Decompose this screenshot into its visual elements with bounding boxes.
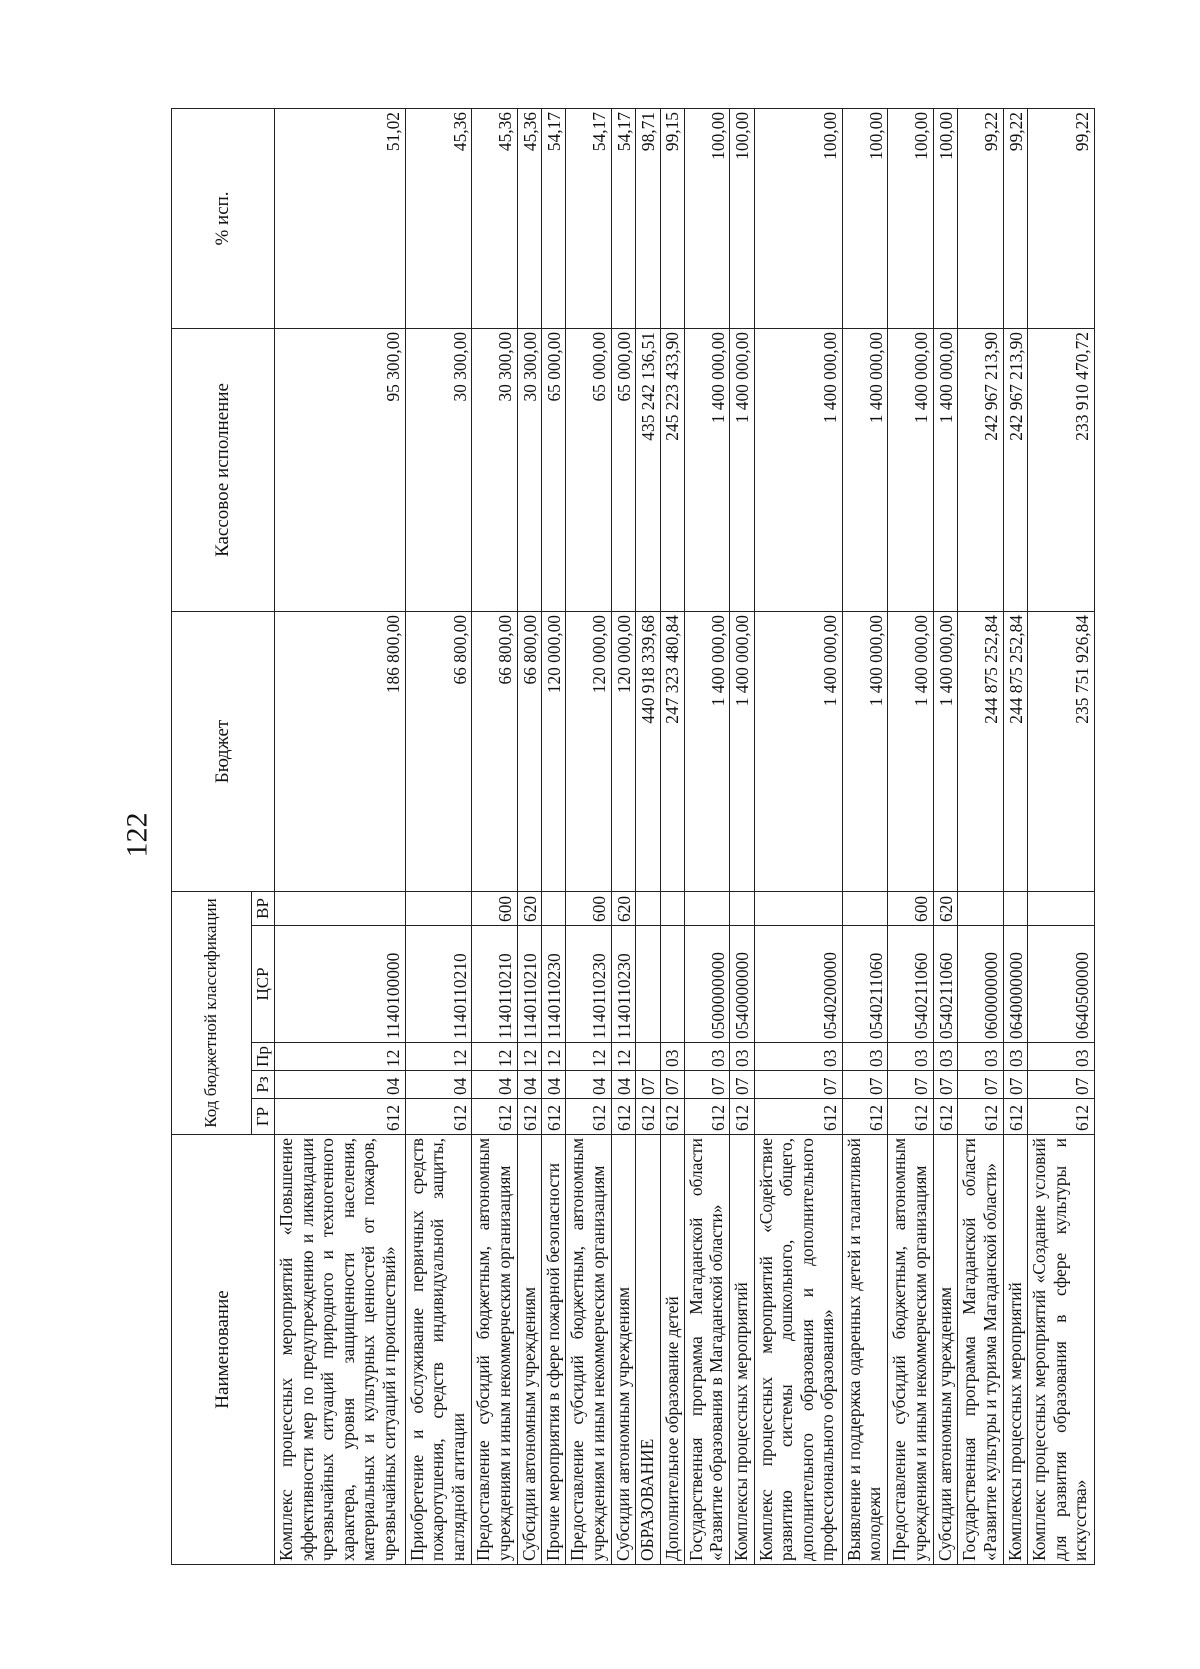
row-vr: 620 <box>933 891 957 925</box>
row-rz: 07 <box>958 1071 1004 1099</box>
row-pr: 03 <box>660 1043 684 1071</box>
row-rz: 07 <box>1003 1071 1027 1099</box>
row-pct: 54,17 <box>542 108 566 328</box>
row-vr <box>660 891 684 925</box>
row-rz: 07 <box>660 1071 684 1099</box>
table-row <box>566 108 612 1564</box>
table-row <box>754 108 842 1564</box>
row-rz: 04 <box>611 1071 635 1099</box>
row-gr: 612 <box>1028 1099 1095 1135</box>
row-name: Субсидии автономным учреждениям <box>611 1135 635 1565</box>
row-rz: 07 <box>842 1071 888 1099</box>
row-vr <box>958 891 1004 925</box>
row-gr: 612 <box>730 1099 754 1135</box>
row-csr: 0540200000 <box>754 926 842 1043</box>
row-cash: 435 242 136,51 <box>636 328 660 611</box>
row-name: Предоставление субсидий бюджетным, автономным учреждениям и иным некоммерческим организациям <box>888 1135 934 1565</box>
row-pct: 45,36 <box>405 108 472 328</box>
row-pr: 12 <box>405 1043 472 1071</box>
row-csr: 0540211060 <box>842 926 888 1043</box>
row-pr: 12 <box>611 1043 635 1071</box>
row-gr: 612 <box>958 1099 1004 1135</box>
row-budget: 186 800,00 <box>275 611 405 891</box>
header-budget: Бюджет <box>172 611 275 891</box>
row-pr: 12 <box>542 1043 566 1071</box>
header-vr: ВР <box>252 891 275 925</box>
row-vr <box>1003 891 1027 925</box>
table-row <box>1003 108 1027 1564</box>
row-pct: 100,00 <box>730 108 754 328</box>
table-row <box>958 108 1004 1564</box>
row-budget: 235 751 926,84 <box>1028 611 1095 891</box>
row-csr: 0640500000 <box>1028 926 1095 1043</box>
row-budget: 1 400 000,00 <box>842 611 888 891</box>
row-pct: 100,00 <box>888 108 934 328</box>
row-vr <box>754 891 842 925</box>
row-cash: 1 400 000,00 <box>888 328 934 611</box>
row-name: ОБРАЗОВАНИЕ <box>636 1135 660 1565</box>
row-name: Комплексы процессных мероприятий <box>730 1135 754 1565</box>
row-rz: 07 <box>730 1071 754 1099</box>
row-vr <box>405 891 472 925</box>
table-row <box>611 108 635 1564</box>
budget-execution-table <box>171 108 1095 1565</box>
row-budget: 1 400 000,00 <box>754 611 842 891</box>
row-cash: 233 910 470,72 <box>1028 328 1095 611</box>
row-pct: 99,22 <box>1003 108 1027 328</box>
row-cash: 1 400 000,00 <box>842 328 888 611</box>
row-pct: 99,15 <box>660 108 684 328</box>
header-name: Наименование <box>172 1135 275 1565</box>
row-gr: 612 <box>933 1099 957 1135</box>
row-csr: 0600000000 <box>958 926 1004 1043</box>
row-csr: 0640000000 <box>1003 926 1027 1043</box>
row-gr: 612 <box>636 1099 660 1135</box>
row-name: Приобретение и обслуживание первичных средств пожаротушения, средств индивидуальной защиты, наглядной агитации <box>405 1135 472 1565</box>
row-name: Комплекс процессных мероприятий «Содействие развитию системы дошкольного, общего, дополнительного образования и дополнительного профессионального образования» <box>754 1135 842 1565</box>
row-rz: 07 <box>933 1071 957 1099</box>
row-pr: 03 <box>958 1043 1004 1071</box>
row-vr: 620 <box>517 891 541 925</box>
row-cash: 1 400 000,00 <box>684 328 730 611</box>
row-vr: 620 <box>611 891 635 925</box>
row-budget: 244 875 252,84 <box>1003 611 1027 891</box>
header-cash: Кассовое исполнение <box>172 328 275 611</box>
row-vr <box>542 891 566 925</box>
row-cash: 30 300,00 <box>405 328 472 611</box>
row-rz: 07 <box>1028 1071 1095 1099</box>
row-gr: 612 <box>566 1099 612 1135</box>
row-budget: 1 400 000,00 <box>684 611 730 891</box>
row-pct: 99,22 <box>958 108 1004 328</box>
header-csr: ЦСР <box>252 926 275 1043</box>
header-code-group: Код бюджетной классификации <box>172 891 252 1134</box>
row-pr: 12 <box>566 1043 612 1071</box>
row-vr <box>1028 891 1095 925</box>
row-gr: 612 <box>405 1099 472 1135</box>
row-cash: 242 967 213,90 <box>1003 328 1027 611</box>
header-gr: ГР <box>252 1099 275 1135</box>
row-pct: 51,02 <box>275 108 405 328</box>
row-budget: 1 400 000,00 <box>933 611 957 891</box>
row-pr: 03 <box>684 1043 730 1071</box>
row-pct: 45,36 <box>472 108 518 328</box>
table-body <box>275 108 1095 1564</box>
row-rz: 04 <box>517 1071 541 1099</box>
row-csr: 1140100000 <box>275 926 405 1043</box>
row-pr: 03 <box>933 1043 957 1071</box>
row-name: Предоставление субсидий бюджетным, автономным учреждениям и иным некоммерческим организациям <box>566 1135 612 1565</box>
header-rz: Рз <box>252 1071 275 1099</box>
budget-table-container <box>171 109 1200 1561</box>
row-pr: 12 <box>517 1043 541 1071</box>
row-csr: 1140110230 <box>542 926 566 1043</box>
row-gr: 612 <box>1003 1099 1027 1135</box>
row-pr: 12 <box>275 1043 405 1071</box>
row-name: Комплекс процессных мероприятий «Создание условий для развития образования в сфере культуры и искусства» <box>1028 1135 1095 1565</box>
row-pr: 03 <box>730 1043 754 1071</box>
row-budget: 66 800,00 <box>517 611 541 891</box>
row-pct: 54,17 <box>611 108 635 328</box>
row-pct: 99,22 <box>1028 108 1095 328</box>
table-row <box>517 108 541 1564</box>
row-vr: 600 <box>472 891 518 925</box>
row-rz: 04 <box>542 1071 566 1099</box>
row-csr: 1140110210 <box>405 926 472 1043</box>
row-vr: 600 <box>566 891 612 925</box>
row-csr: 0540000000 <box>730 926 754 1043</box>
row-budget: 120 000,00 <box>542 611 566 891</box>
row-budget: 120 000,00 <box>566 611 612 891</box>
rotated-sheet <box>171 109 1095 1565</box>
row-pr: 03 <box>888 1043 934 1071</box>
table-row <box>660 108 684 1564</box>
row-name: Предоставление субсидий бюджетным, автономным учреждениям и иным некоммерческим организациям <box>472 1135 518 1565</box>
row-pct: 100,00 <box>842 108 888 328</box>
row-gr: 612 <box>472 1099 518 1135</box>
row-budget: 440 918 339,68 <box>636 611 660 891</box>
row-csr: 0540211060 <box>888 926 934 1043</box>
row-pr: 03 <box>754 1043 842 1071</box>
row-gr: 612 <box>611 1099 635 1135</box>
row-name: Комплекс процессных мероприятий «Повышение эффективности мер по предупреждению и ликвидации чрезвычайных ситуаций природного и техногенного характера, уровня защищенности населения, материальных и культурных ценностей от пожаров, чрезвычайных ситуаций и происшествий» <box>275 1135 405 1565</box>
row-pct: 54,17 <box>566 108 612 328</box>
row-csr: 0500000000 <box>684 926 730 1043</box>
row-gr: 612 <box>542 1099 566 1135</box>
header-pr: Пр <box>252 1043 275 1071</box>
row-csr <box>660 926 684 1043</box>
header-pct: % исп. <box>172 108 275 328</box>
row-vr <box>842 891 888 925</box>
row-cash: 1 400 000,00 <box>754 328 842 611</box>
row-cash: 242 967 213,90 <box>958 328 1004 611</box>
row-vr <box>730 891 754 925</box>
row-rz: 07 <box>754 1071 842 1099</box>
row-budget: 247 323 480,84 <box>660 611 684 891</box>
row-csr: 0540211060 <box>933 926 957 1043</box>
row-cash: 65 000,00 <box>566 328 612 611</box>
table-row <box>636 108 660 1564</box>
row-name: Выявление и поддержка одаренных детей и талантливой молодежи <box>842 1135 888 1565</box>
table-row <box>684 108 730 1564</box>
row-pr: 12 <box>472 1043 518 1071</box>
row-gr: 612 <box>275 1099 405 1135</box>
row-cash: 1 400 000,00 <box>730 328 754 611</box>
row-budget: 66 800,00 <box>472 611 518 891</box>
row-rz: 04 <box>275 1071 405 1099</box>
row-pct: 100,00 <box>754 108 842 328</box>
row-name: Субсидии автономным учреждениям <box>933 1135 957 1565</box>
row-gr: 612 <box>754 1099 842 1135</box>
row-cash: 30 300,00 <box>517 328 541 611</box>
row-name: Комплексы процессных мероприятий <box>1003 1135 1027 1565</box>
table-row <box>542 108 566 1564</box>
row-pct: 45,36 <box>517 108 541 328</box>
row-pct: 100,00 <box>684 108 730 328</box>
row-rz: 07 <box>888 1071 934 1099</box>
row-cash: 65 000,00 <box>542 328 566 611</box>
table-row <box>888 108 934 1564</box>
row-csr: 1140110230 <box>566 926 612 1043</box>
row-name: Государственная программа Магаданской области «Развитие культуры и туризма Магаданской области» <box>958 1135 1004 1565</box>
row-budget: 1 400 000,00 <box>730 611 754 891</box>
row-csr <box>636 926 660 1043</box>
row-gr: 612 <box>517 1099 541 1135</box>
row-pct: 98,71 <box>636 108 660 328</box>
row-budget: 1 400 000,00 <box>888 611 934 891</box>
row-gr: 612 <box>684 1099 730 1135</box>
table-row <box>472 108 518 1564</box>
row-cash: 65 000,00 <box>611 328 635 611</box>
row-csr: 1140110230 <box>611 926 635 1043</box>
table-row <box>842 108 888 1564</box>
row-rz: 04 <box>566 1071 612 1099</box>
row-cash: 95 300,00 <box>275 328 405 611</box>
row-rz: 07 <box>636 1071 660 1099</box>
row-vr <box>275 891 405 925</box>
table-row <box>405 108 472 1564</box>
row-budget: 244 875 252,84 <box>958 611 1004 891</box>
row-budget: 120 000,00 <box>611 611 635 891</box>
row-rz: 04 <box>472 1071 518 1099</box>
row-name: Прочие мероприятия в сфере пожарной безопасности <box>542 1135 566 1565</box>
row-pr: 03 <box>1028 1043 1095 1071</box>
page-number: 122 <box>120 812 154 858</box>
row-cash: 245 223 433,90 <box>660 328 684 611</box>
table-row <box>275 108 405 1564</box>
row-name: Государственная программа Магаданской области «Развитие образования в Магаданской области» <box>684 1135 730 1565</box>
row-pr: 03 <box>842 1043 888 1071</box>
row-vr: 600 <box>888 891 934 925</box>
row-name: Дополнительное образование детей <box>660 1135 684 1565</box>
row-pr: 03 <box>1003 1043 1027 1071</box>
table-row <box>933 108 957 1564</box>
table-row <box>1028 108 1095 1564</box>
row-cash: 30 300,00 <box>472 328 518 611</box>
row-vr <box>636 891 660 925</box>
row-name: Субсидии автономным учреждениям <box>517 1135 541 1565</box>
row-rz: 07 <box>684 1071 730 1099</box>
table-row <box>730 108 754 1564</box>
row-pct: 100,00 <box>933 108 957 328</box>
row-csr: 1140110210 <box>472 926 518 1043</box>
row-rz: 04 <box>405 1071 472 1099</box>
row-pr <box>636 1043 660 1071</box>
row-vr <box>684 891 730 925</box>
row-gr: 612 <box>660 1099 684 1135</box>
row-gr: 612 <box>842 1099 888 1135</box>
row-cash: 1 400 000,00 <box>933 328 957 611</box>
row-budget: 66 800,00 <box>405 611 472 891</box>
row-gr: 612 <box>888 1099 934 1135</box>
row-csr: 1140110210 <box>517 926 541 1043</box>
